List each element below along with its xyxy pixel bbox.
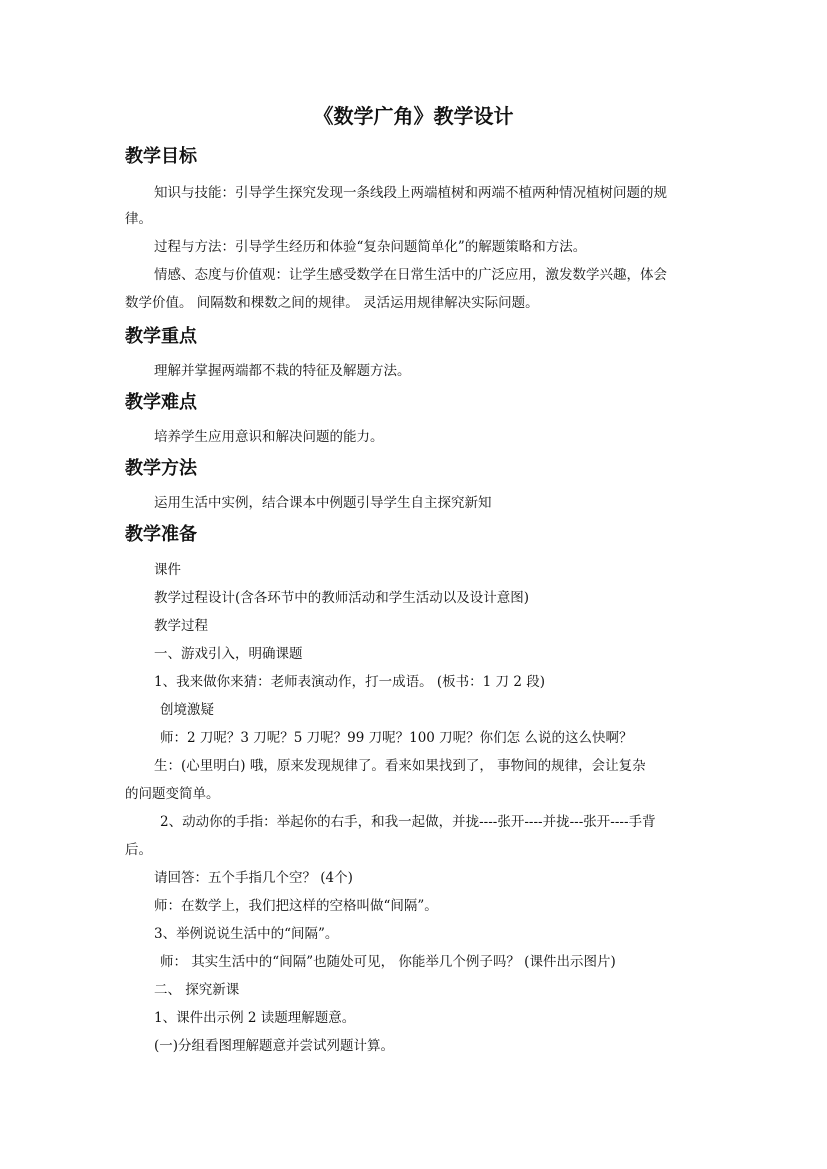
- paragraph-line: 理解并掌握两端都不栽的特征及解题方法。: [154, 363, 411, 379]
- paragraph-line: 的问题变简单。: [125, 786, 220, 802]
- paragraph-line: 培养学生应用意识和解决问题的能力。: [154, 429, 384, 445]
- paragraph-line: 知识与技能：引导学生探究发现一条线段上两端植树和两端不植两种情况植树问题的规: [154, 185, 667, 201]
- paragraph-line: 律。: [125, 211, 152, 227]
- section-heading-difficulties: 教学难点: [125, 392, 197, 413]
- section-heading-objectives: 教学目标: [125, 146, 197, 167]
- paragraph-line: (一)分组看图理解题意并尝试列题计算。: [154, 1038, 395, 1054]
- paragraph-line: 师：2 刀呢？3 刀呢？5 刀呢？99 刀呢？100 刀呢？你们怎 么说的这么快啊？: [160, 730, 633, 746]
- paragraph-line: 一、游戏引入，明确课题: [154, 646, 303, 662]
- paragraph-line: 师：在数学上，我们把这样的空格叫做“间隔”。: [154, 898, 438, 914]
- paragraph-line: 3、举例说说生活中的“间隔”。: [154, 926, 339, 942]
- paragraph-line: 教学过程设计(含各环节中的教师活动和学生活动以及设计意图): [154, 590, 530, 606]
- page-title: 《数学广角》教学设计: [313, 104, 514, 128]
- paragraph-line: 课件: [154, 562, 181, 578]
- paragraph-line: 2、动动你的手指：举起你的右手，和我一起做，并拢----张开----并拢---张开----手背: [160, 814, 656, 830]
- paragraph-line: 二、 探究新课: [154, 982, 240, 998]
- paragraph-line: 1、课件出示例 2 读题理解题意。: [154, 1010, 356, 1026]
- paragraph-line: 后。: [125, 842, 152, 858]
- section-heading-methods: 教学方法: [125, 458, 197, 479]
- paragraph-line: 教学过程: [154, 618, 208, 634]
- paragraph-line: 过程与方法：引导学生经历和体验“复杂问题简单化”的解题策略和方法。: [154, 239, 587, 255]
- paragraph-line: 请回答：五个手指几个空？ (4个): [154, 870, 353, 886]
- section-heading-preparation: 教学准备: [125, 524, 197, 545]
- paragraph-line: 生：(心里明白) 哦，原来发现规律了。看来如果找到了， 事物间的规律，会让复杂: [154, 758, 646, 774]
- paragraph-line: 师： 其实生活中的“间隔”也随处可见， 你能举几个例子吗？ (课件出示图片): [160, 954, 616, 970]
- paragraph-line: 1、我来做你来猜：老师表演动作，打一成语。 (板书：1 刀 2 段): [154, 674, 545, 690]
- section-heading-key-points: 教学重点: [125, 326, 197, 347]
- paragraph-line: 创境激疑: [160, 702, 214, 718]
- paragraph-line: 运用生活中实例，结合课本中例题引导学生自主探究新知: [154, 495, 492, 511]
- paragraph-line: 情感、态度与价值观：让学生感受数学在日常生活中的广泛应用，激发数学兴趣，体会: [154, 267, 667, 283]
- paragraph-line: 数学价值。 间隔数和棵数之间的规律。 灵活运用规律解决实际问题。: [125, 295, 539, 311]
